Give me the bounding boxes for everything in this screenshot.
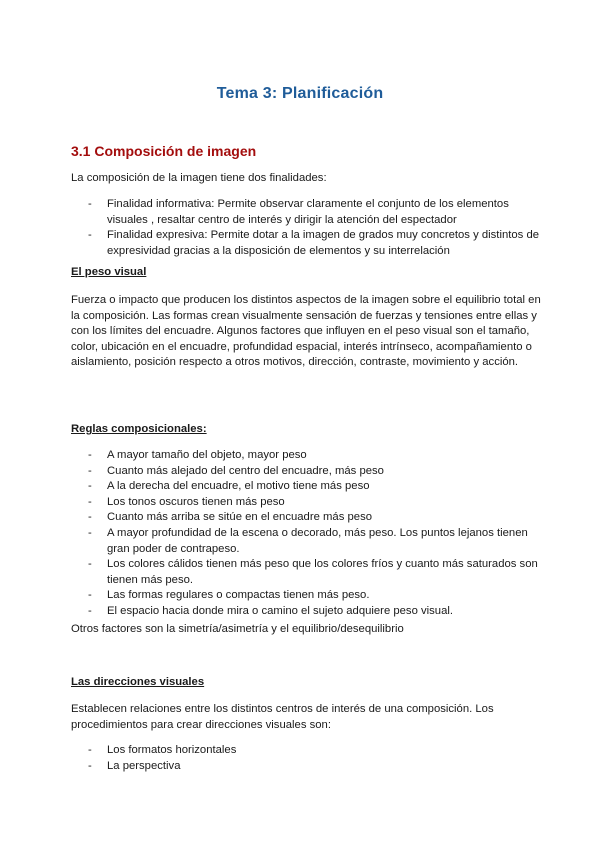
subheading-peso-visual: El peso visual — [71, 266, 147, 278]
list-item — [71, 448, 541, 464]
list-item — [71, 479, 541, 495]
list-marker: - — [88, 229, 92, 242]
list-marker: - — [88, 589, 92, 602]
section-heading: 3.1 Composición de imagen — [71, 143, 257, 159]
list-item-text: Cuanto más arriba se sitúe en el encuadre más peso — [107, 511, 372, 524]
list-item — [71, 759, 541, 775]
reglas-list — [71, 448, 541, 620]
list-item-text: La perspectiva — [107, 759, 181, 772]
list-item — [71, 495, 541, 511]
intro-paragraph: La composición de la imagen tiene dos finalidades: — [71, 172, 327, 184]
list-item-text: Los formatos horizontales — [107, 744, 237, 756]
list-marker: - — [88, 604, 92, 617]
list-item-text: Las formas regulares o compactas tienen más peso. — [107, 589, 370, 602]
list-marker: - — [88, 495, 92, 508]
list-item-text: Finalidad informativa: Permite observar claramente el conjunto de los elementos visuales , resaltar centro de interés y dirigir la atención del espectador — [107, 198, 509, 226]
list-marker: - — [88, 759, 92, 772]
list-marker: - — [88, 526, 92, 539]
list-item-text: A mayor tamaño del objeto, mayor peso — [107, 449, 307, 461]
list-item-text: El espacio hacia donde mira o camino el sujeto adquiere peso visual. — [107, 604, 454, 617]
list-marker: - — [88, 558, 92, 571]
list-item — [71, 588, 541, 604]
list-item-text: Los colores cálidos tienen más peso que los colores fríos y cuanto más saturados son tienen más peso. — [107, 558, 538, 586]
otros-factores-paragraph: Otros factores son la simetría/asimetría y el equilibrio/desequilibrio — [71, 623, 404, 635]
list-marker: - — [88, 744, 92, 756]
list-marker: - — [88, 511, 92, 524]
list-item — [71, 228, 541, 259]
list-item-text: A la derecha del encuadre, el motivo tiene más peso — [107, 480, 370, 493]
list-item-text: Los tonos oscuros tienen más peso — [107, 495, 285, 508]
direcciones-list — [71, 743, 541, 774]
list-item — [71, 464, 541, 480]
list-marker: - — [88, 449, 92, 461]
list-item — [71, 743, 541, 759]
subheading-reglas: Reglas composicionales: — [71, 423, 207, 435]
list-item — [71, 197, 541, 228]
list-item-text: Cuanto más alejado del centro del encuadre, más peso — [107, 464, 384, 477]
list-item-text: Finalidad expresiva: Permite dotar a la imagen de grados muy concretos y distintos de expresividad gracias a la disposición de elementos y su interrelación — [107, 229, 540, 257]
list-item — [71, 604, 541, 620]
list-item — [71, 510, 541, 526]
peso-visual-paragraph: Fuerza o impacto que producen los distintos aspectos de la imagen sobre el equilibrio total en la composición. Las formas crean visualmente sensación de fuerzas y tensiones entre ellas y con los límites del encuadre. Algunos factores que influyen en el peso visual son el tamaño, color, ubicación en el encuadre, profundidad espacial, interés intrínseco, acompañamiento o aislamiento, posición respecto a otros motivos, dirección, contraste, movimiento y acción. — [71, 294, 541, 369]
finalidades-list — [71, 197, 541, 259]
list-marker: - — [88, 480, 92, 493]
list-item — [71, 557, 541, 588]
list-marker: - — [88, 464, 92, 477]
page-title: Tema 3: Planificación — [216, 85, 384, 102]
list-item-text: A mayor profundidad de la escena o decorado, más peso. Los puntos lejanos tienen gran poder de contrapeso. — [107, 526, 528, 555]
list-marker: - — [88, 198, 92, 210]
list-item — [71, 526, 541, 557]
direcciones-paragraph: Establecen relaciones entre los distintos centros de interés de una composición. Los procedimientos para crear direcciones visuales son: — [71, 703, 494, 731]
subheading-direcciones: Las direcciones visuales — [71, 676, 205, 688]
